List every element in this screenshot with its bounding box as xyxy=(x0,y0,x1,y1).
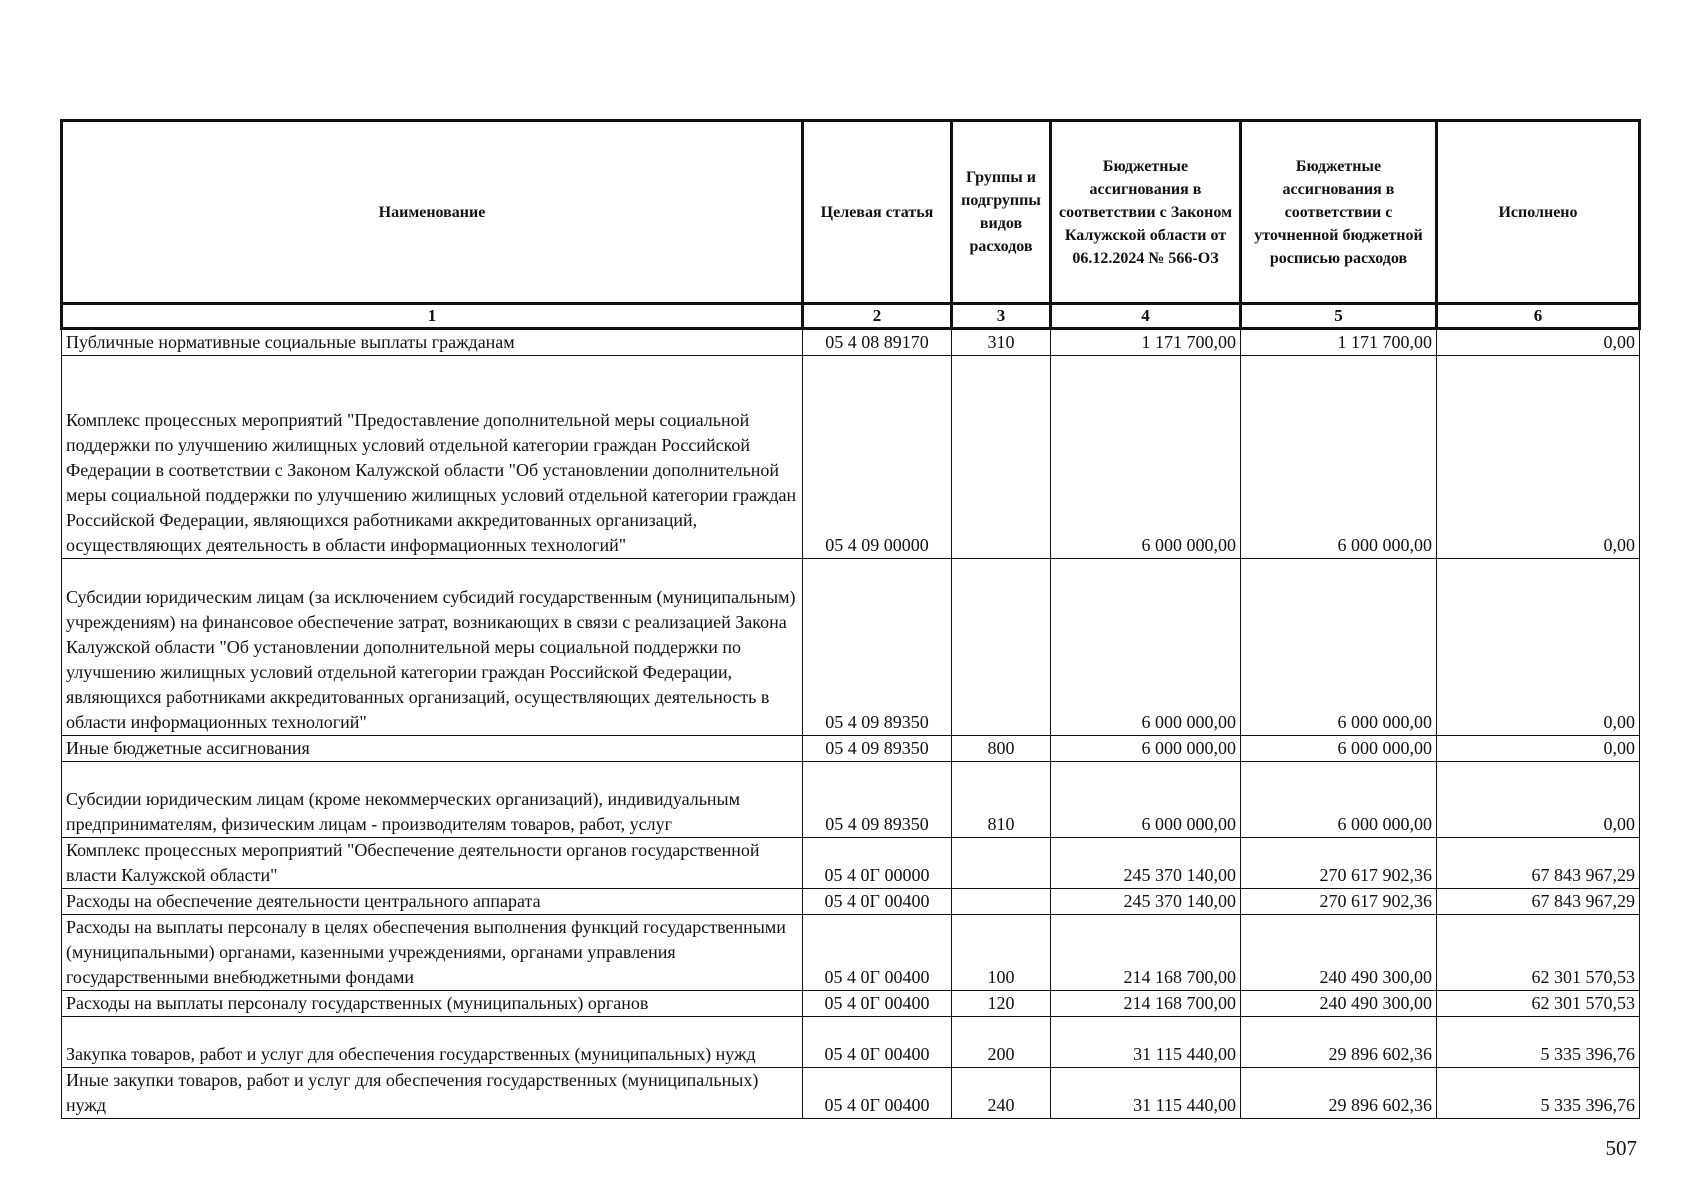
row-law-amount: 214 168 700,00 xyxy=(1051,991,1241,1017)
row-executed-amount: 0,00 xyxy=(1437,762,1640,838)
table-row xyxy=(62,736,1640,762)
row-name: Комплекс процессных мероприятий "Обеспечение деятельности органов государственной власти Калужской области" xyxy=(62,838,803,889)
table-row xyxy=(62,329,1640,356)
row-law-amount: 6 000 000,00 xyxy=(1051,736,1241,762)
row-target-article: 05 4 0Г 00400 xyxy=(803,991,952,1017)
row-name: Субсидии юридическим лицам (кроме некоммерческих организаций), индивидуальным предпринимателям, физическим лицам - производителям товаров, работ, услуг xyxy=(62,762,803,838)
table-row xyxy=(62,1068,1640,1119)
row-target-article: 05 4 0Г 00000 xyxy=(803,838,952,889)
row-target-article: 05 4 0Г 00400 xyxy=(803,1017,952,1068)
header-target-article: Целевая статья xyxy=(803,121,952,304)
row-target-article: 05 4 09 89350 xyxy=(803,736,952,762)
row-name: Субсидии юридическим лицам (за исключением субсидий государственным (муниципальным) учреждениям) на финансовое обеспечение затрат, возникающих в связи с реализацией Закона Калужской области "Об установлении дополнительной меры социальной поддержки по улучшению жилищных условий отдельной категории граждан Российской Федерации, являющихся работниками аккредитованных организаций, осуществляющих деятельность в области информационных технологий" xyxy=(62,559,803,736)
row-executed-amount: 67 843 967,29 xyxy=(1437,889,1640,915)
row-refined-amount: 29 896 602,36 xyxy=(1241,1017,1437,1068)
table-row xyxy=(62,1017,1640,1068)
row-expense-group: 810 xyxy=(952,762,1051,838)
row-executed-amount: 0,00 xyxy=(1437,736,1640,762)
row-executed-amount: 5 335 396,76 xyxy=(1437,1068,1640,1119)
row-expense-group: 200 xyxy=(952,1017,1051,1068)
row-executed-amount: 5 335 396,76 xyxy=(1437,1017,1640,1068)
row-refined-amount: 270 617 902,36 xyxy=(1241,838,1437,889)
row-refined-amount: 6 000 000,00 xyxy=(1241,559,1437,736)
row-expense-group: 100 xyxy=(952,915,1051,991)
column-number: 2 xyxy=(803,304,952,329)
table-row xyxy=(62,889,1640,915)
row-target-article: 05 4 0Г 00400 xyxy=(803,1068,952,1119)
header-expense-groups: Группы и подгруппы видов расходов xyxy=(952,121,1051,304)
row-expense-group: 800 xyxy=(952,736,1051,762)
row-law-amount: 31 115 440,00 xyxy=(1051,1017,1241,1068)
header-row xyxy=(62,121,1640,304)
row-expense-group xyxy=(952,559,1051,736)
row-expense-group xyxy=(952,838,1051,889)
row-refined-amount: 240 490 300,00 xyxy=(1241,991,1437,1017)
column-number: 3 xyxy=(952,304,1051,329)
row-law-amount: 1 171 700,00 xyxy=(1051,329,1241,356)
row-executed-amount: 62 301 570,53 xyxy=(1437,991,1640,1017)
row-name: Комплекс процессных мероприятий "Предоставление дополнительной меры социальной поддержки по улучшению жилищных условий отдельной категории граждан Российской Федерации в соответствии с Законом Калужской области "Об установлении дополнительной меры социальной поддержки по улучшению жилищных условий отдельной категории граждан Российской Федерации, являющихся работниками аккредитованных организаций, осуществляющих деятельность в области информационных технологий" xyxy=(62,356,803,559)
header-executed: Исполнено xyxy=(1437,121,1640,304)
row-name: Расходы на обеспечение деятельности центрального аппарата xyxy=(62,889,803,915)
row-law-amount: 245 370 140,00 xyxy=(1051,889,1241,915)
row-name: Расходы на выплаты персоналу государственных (муниципальных) органов xyxy=(62,991,803,1017)
row-name: Закупка товаров, работ и услуг для обеспечения государственных (муниципальных) нужд xyxy=(62,1017,803,1068)
row-refined-amount: 6 000 000,00 xyxy=(1241,356,1437,559)
row-name: Расходы на выплаты персоналу в целях обеспечения выполнения функций государственными (муниципальными) органами, казенными учреждениями, органами управления государственными внебюджетными фондами xyxy=(62,915,803,991)
row-name: Иные закупки товаров, работ и услуг для обеспечения государственных (муниципальных) нужд xyxy=(62,1068,803,1119)
row-expense-group: 240 xyxy=(952,1068,1051,1119)
row-refined-amount: 6 000 000,00 xyxy=(1241,736,1437,762)
row-law-amount: 6 000 000,00 xyxy=(1051,559,1241,736)
row-executed-amount: 0,00 xyxy=(1437,329,1640,356)
column-number: 6 xyxy=(1437,304,1640,329)
row-expense-group xyxy=(952,889,1051,915)
row-target-article: 05 4 0Г 00400 xyxy=(803,915,952,991)
row-expense-group: 310 xyxy=(952,329,1051,356)
row-law-amount: 214 168 700,00 xyxy=(1051,915,1241,991)
row-executed-amount: 0,00 xyxy=(1437,559,1640,736)
row-law-amount: 245 370 140,00 xyxy=(1051,838,1241,889)
table-row xyxy=(62,991,1640,1017)
row-refined-amount: 1 171 700,00 xyxy=(1241,329,1437,356)
row-name: Публичные нормативные социальные выплаты гражданам xyxy=(62,329,803,356)
row-target-article: 05 4 08 89170 xyxy=(803,329,952,356)
column-number-row xyxy=(62,304,1640,329)
row-refined-amount: 6 000 000,00 xyxy=(1241,762,1437,838)
column-number: 1 xyxy=(62,304,803,329)
row-name: Иные бюджетные ассигнования xyxy=(62,736,803,762)
row-law-amount: 31 115 440,00 xyxy=(1051,1068,1241,1119)
row-law-amount: 6 000 000,00 xyxy=(1051,356,1241,559)
header-law-allocations: Бюджетные ассигнования в соответствии с Законом Калужской области от 06.12.2024 № 566-ОЗ xyxy=(1051,121,1241,304)
row-law-amount: 6 000 000,00 xyxy=(1051,762,1241,838)
row-executed-amount: 0,00 xyxy=(1437,356,1640,559)
row-executed-amount: 62 301 570,53 xyxy=(1437,915,1640,991)
header-name: Наименование xyxy=(62,121,803,304)
row-executed-amount: 67 843 967,29 xyxy=(1437,838,1640,889)
row-target-article: 05 4 09 00000 xyxy=(803,356,952,559)
table-row xyxy=(62,559,1640,736)
table-row xyxy=(62,762,1640,838)
table-row xyxy=(62,356,1640,559)
row-refined-amount: 240 490 300,00 xyxy=(1241,915,1437,991)
table-row xyxy=(62,915,1640,991)
row-refined-amount: 29 896 602,36 xyxy=(1241,1068,1437,1119)
row-expense-group: 120 xyxy=(952,991,1051,1017)
row-target-article: 05 4 09 89350 xyxy=(803,559,952,736)
row-target-article: 05 4 09 89350 xyxy=(803,762,952,838)
row-refined-amount: 270 617 902,36 xyxy=(1241,889,1437,915)
row-target-article: 05 4 0Г 00400 xyxy=(803,889,952,915)
header-refined-allocations: Бюджетные ассигнования в соответствии с уточненной бюджетной росписью расходов xyxy=(1241,121,1437,304)
budget-execution-table xyxy=(60,119,1641,1119)
column-number: 4 xyxy=(1051,304,1241,329)
row-expense-group xyxy=(952,356,1051,559)
table-row xyxy=(62,838,1640,889)
column-number: 5 xyxy=(1241,304,1437,329)
page-number: 507 xyxy=(1605,1136,1637,1160)
